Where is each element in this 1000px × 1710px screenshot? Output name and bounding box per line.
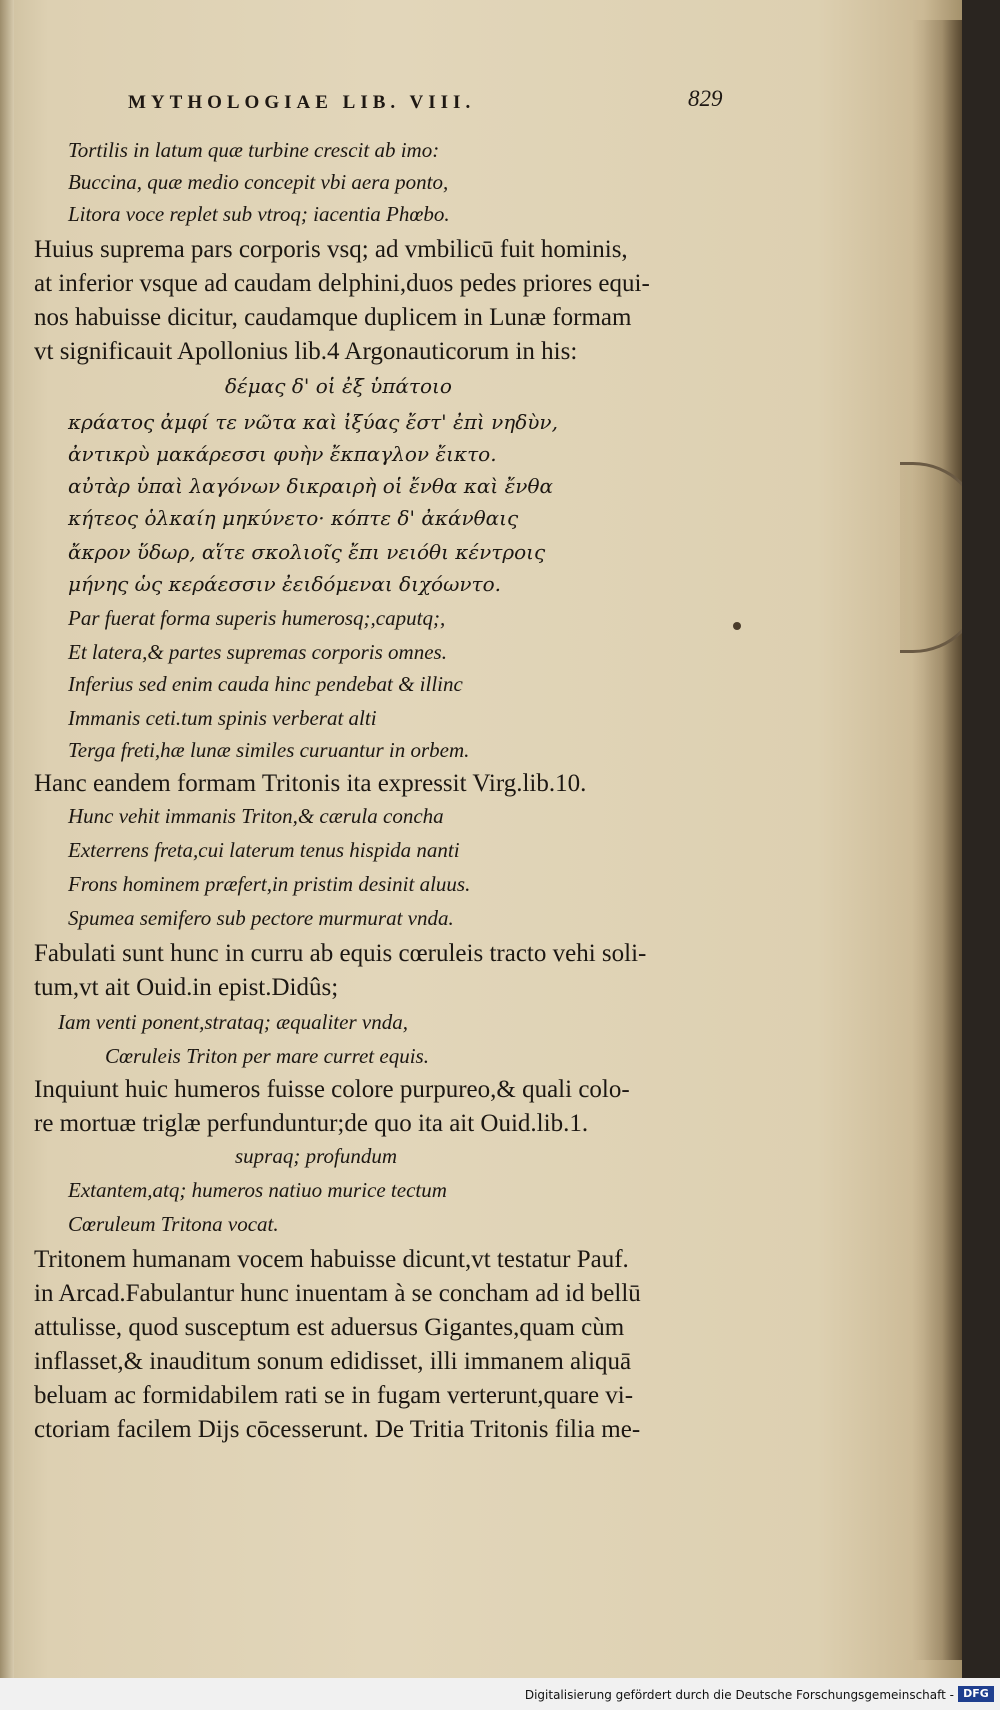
text-line: Tortilis in latum quæ turbine crescit ab imo: <box>68 138 440 162</box>
page-edge <box>912 20 962 1660</box>
text-line: tum,vt ait Ouid.in epist.Didûs; <box>34 974 339 1001</box>
text-line: vt significauit Apollonius lib.4 Argonauticorum in his: <box>34 338 578 365</box>
text-line: Huius suprema pars corporis vsq; ad vmbilicū fuit hominis, <box>34 236 628 263</box>
greek-line: κήτεος ὁλκαίη μηκύνετο· κόπτε δ' ἀκάνθαις <box>68 506 519 530</box>
text-line: Immanis ceti.tum spinis verberat alti <box>68 706 377 730</box>
text-line: beluam ac formidabilem rati se in fugam verterunt,quare vi- <box>34 1382 634 1409</box>
text-line: Terga freti,hæ lunæ similes curuantur in orbem. <box>68 738 470 762</box>
text-line: Litora voce replet sub vtroq; iacentia Phœbo. <box>68 202 450 226</box>
text-line: at inferior vsque ad caudam delphini,duos pedes priores equi- <box>34 270 650 297</box>
text-line: Cœruleis Triton per mare curret equis. <box>105 1044 429 1068</box>
text-line: Hanc eandem formam Tritonis ita expressit Virg.lib.10. <box>34 770 587 797</box>
footer-credit: Digitalisierung gefördert durch die Deutsche Forschungsgemeinschaft - <box>524 1688 954 1702</box>
greek-line: μήνης ὡς κεράεσσιν ἐειδόμεναι διχόωντο. <box>68 572 502 596</box>
text-line: Hunc vehit immanis Triton,& cærula concha <box>68 804 444 828</box>
greek-line: δέμας δ' οἱ ἐξ ὑπάτοιο <box>225 374 452 398</box>
text-line: Inferius sed enim cauda hinc pendebat & illinc <box>68 672 463 696</box>
text-line: Extantem,atq; humeros natiuo murice tectum <box>68 1178 447 1202</box>
text-line: in Arcad.Fabulantur hunc inuentam à se concham ad id bellū <box>34 1280 641 1307</box>
text-line: Et latera,& partes supremas corporis omnes. <box>68 640 447 664</box>
text-line: Frons hominem præfert,in pristim desinit aluus. <box>68 872 471 896</box>
ink-spot <box>733 622 741 630</box>
text-line: inflasset,& inauditum sonum edidisset, illi immanem aliquā <box>34 1348 632 1375</box>
text-line: Cœruleum Tritona vocat. <box>68 1212 279 1236</box>
greek-line: κράατος ἀμφί τε νῶτα καὶ ἰξύας ἔστ' ἐπὶ νηδὺν, <box>68 410 558 434</box>
text-line: Tritonem humanam vocem habuisse dicunt,vt testatur Pauf. <box>34 1246 629 1273</box>
text-line: Iam venti ponent,strataq; æqualiter vnda, <box>58 1010 408 1034</box>
greek-line: ἀντικρὺ μακάρεσσι φυὴν ἔκπαγλον ἔικτο. <box>68 442 497 466</box>
text-line: re mortuæ triglæ perfunduntur;de quo ita ait Ouid.lib.1. <box>34 1110 589 1137</box>
page-clip <box>900 462 962 653</box>
gutter-shadow <box>0 0 14 1678</box>
greek-line: αὐτὰρ ὑπαὶ λαγόνων δικραιρὴ οἱ ἔνθα καὶ ἔνθα <box>68 474 554 498</box>
running-title: MYTHOLOGIAE LIB. VIII. <box>128 92 476 113</box>
text-line: ctoriam facilem Dijs cōcesserunt. De Tritia Tritonis filia me- <box>34 1416 641 1443</box>
text-line: Exterrens freta,cui laterum tenus hispida nanti <box>68 838 460 862</box>
text-line: Inquiunt huic humeros fuisse colore purpureo,& quali colo- <box>34 1076 630 1103</box>
text-line: Spumea semifero sub pectore murmurat vnda. <box>68 906 454 930</box>
text-line: nos habuisse dicitur, caudamque duplicem in Lunæ formam <box>34 304 632 331</box>
text-line: supraq; profundum <box>235 1144 397 1168</box>
text-line: Buccina, quæ medio concepit vbi aera ponto, <box>68 170 449 194</box>
text-line: attulisse, quod susceptum est aduersus Gigantes,quam cùm <box>34 1314 625 1341</box>
dfg-logo: DFG <box>958 1686 994 1702</box>
text-line: Par fuerat forma superis humerosq;,caputq;, <box>68 606 446 630</box>
text-line: Fabulati sunt hunc in curru ab equis cœruleis tracto vehi soli- <box>34 940 647 967</box>
folio-number: 829 <box>688 86 723 111</box>
greek-line: ἄκρον ὕδωρ, αἵτε σκολιοῖς ἔπι νειόθι κέντροις <box>68 540 546 564</box>
